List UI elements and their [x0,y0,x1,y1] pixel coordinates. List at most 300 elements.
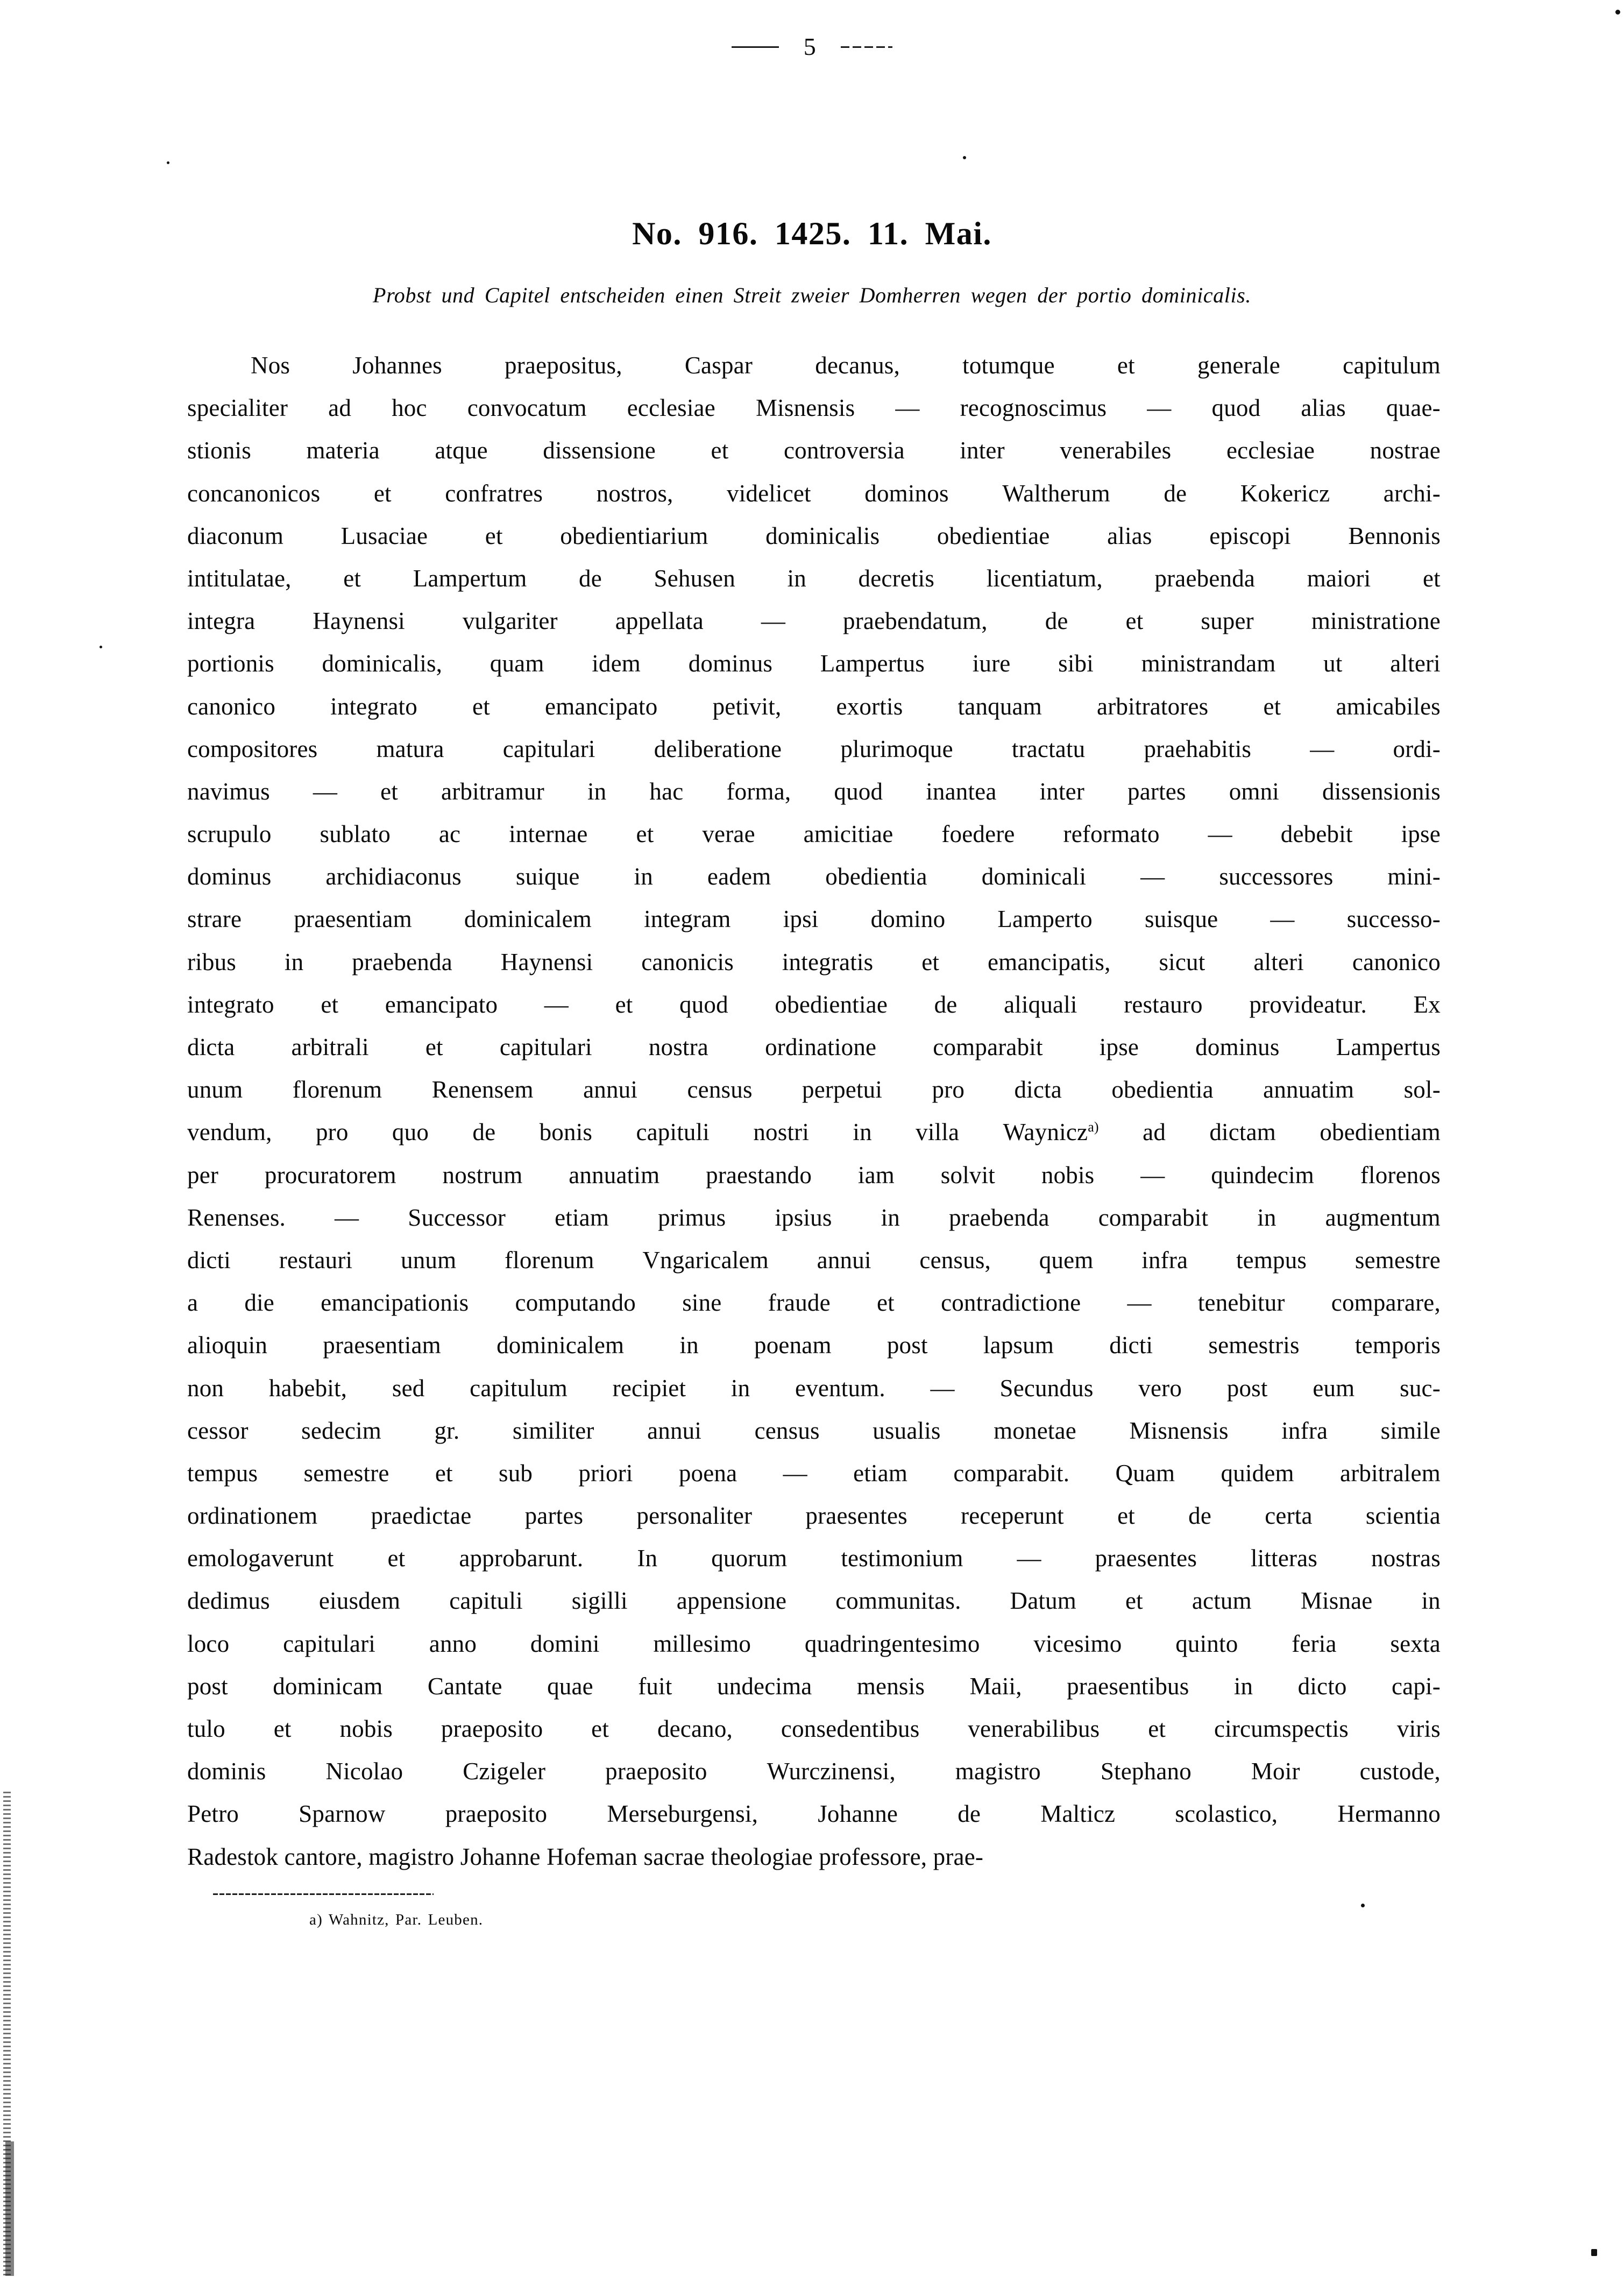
body-word: florenum [292,1076,382,1104]
body-line [187,1793,1441,1835]
body-word: exortis [836,692,903,720]
body-line [187,1367,1441,1410]
body-word: Waynicz$^{a)}$ [1003,1119,1099,1146]
body-line [187,770,1441,813]
body-word: petivit, [712,692,782,720]
body-word: matura [376,735,444,762]
body-word: census [754,1417,820,1444]
body-word: consedentibus [781,1715,920,1742]
body-word: dominus [1195,1034,1280,1060]
body-word: de [579,564,602,592]
body-word: poenam [754,1332,832,1359]
body-word: Successor [408,1204,506,1231]
body-word: nostri [753,1119,810,1146]
body-word: emancipato [545,692,658,720]
body-word: in [284,948,304,975]
body-word: solvit [940,1161,996,1189]
body-word: alteri [1253,948,1304,975]
body-word: convocatum [467,394,587,422]
body-word: Wurczinensi, [767,1758,896,1785]
body-word: sacrae [643,1843,705,1870]
body-word: sine [682,1289,722,1317]
body-word: totumque [962,352,1055,379]
body-word: etiam [853,1459,908,1487]
body-line [187,642,1441,685]
body-word: recognoscimus [960,394,1107,422]
body-word: sicut [1159,948,1205,975]
body-word: et [876,1289,895,1317]
body-line [187,557,1441,600]
body-word: archi- [1383,479,1441,507]
document-title: No. 916. 1425. 11. Mai. [632,216,992,251]
body-word: comparare, [1331,1289,1441,1317]
body-word: et [321,991,339,1018]
body-word: quod [1211,394,1261,422]
body-word: — [1140,1161,1165,1189]
scan-speck [963,156,966,159]
body-word: confratres [445,479,543,507]
body-word: et [380,777,399,805]
body-word: Stephano [1100,1758,1192,1785]
body-word: Secundus [999,1374,1094,1402]
body-word: et [485,522,503,549]
body-word: ipse [1401,821,1441,848]
body-word: Lampertus [820,650,925,677]
body-word: Lusaciae [341,522,428,549]
body-word: semestre [1354,1246,1441,1274]
body-word: appellata [615,607,704,635]
body-word: successores [1219,863,1334,890]
body-word: inter [1039,777,1085,805]
body-word: obedientiam [1320,1119,1441,1146]
body-word: atque [435,437,488,464]
body-word: dominos [864,479,949,507]
body-word: de [1045,607,1068,635]
body-word: poena [678,1459,737,1487]
body-word: Petro [187,1800,239,1828]
body-word: usualis [873,1417,941,1444]
body-word: deliberatione [654,735,782,762]
body-word: simile [1380,1417,1441,1444]
body-line [187,600,1441,642]
body-word: — [783,1459,807,1487]
body-word: magistro [368,1843,455,1870]
body-word: capitulum [1343,352,1441,379]
body-word: specialiter [187,394,288,422]
body-word: — [1140,863,1165,890]
scan-speck [1361,1904,1365,1907]
body-word: eiusdem [318,1587,401,1615]
body-word: post [1226,1374,1268,1402]
body-word: ordinatione [765,1034,877,1060]
body-word: integratis [782,948,874,975]
body-word: computando [515,1289,636,1317]
body-word: — [895,394,920,422]
body-word: suisque [1144,906,1218,933]
body-word: nostros, [596,479,673,507]
body-line [187,1495,1441,1537]
body-word: dictam [1209,1119,1276,1146]
body-word: anno [429,1630,477,1657]
body-word: successo- [1346,906,1441,933]
body-line [187,344,1441,387]
body-word: Merseburgensi, [607,1800,758,1828]
body-line [187,1623,1441,1665]
body-word: integra [187,607,256,635]
body-word: de [472,1119,496,1146]
body-word: viris [1396,1715,1441,1742]
body-word: et [1263,692,1281,720]
body-line [187,1410,1441,1452]
body-word: et [435,1459,453,1487]
body-word: In [637,1545,658,1572]
body-word: iam [857,1161,895,1189]
body-word: cantore, [284,1843,363,1870]
body-word: dominicam [273,1672,383,1700]
body-word: ecclesiae [627,394,715,422]
body-word: et [425,1034,443,1060]
body-word: post [887,1332,928,1359]
body-word: perpetui [802,1076,883,1104]
body-word: tempus [187,1459,258,1487]
body-word: ribus [187,948,236,975]
body-word: similiter [512,1417,594,1444]
body-line [187,1154,1441,1197]
body-word: decanus, [815,352,900,379]
body-word: integrato [187,991,274,1018]
body-word: quae- [1386,394,1441,422]
body-word: semestris [1208,1332,1300,1359]
scan-edge-artifact-lower [5,2141,14,2276]
body-word: florenos [1360,1161,1441,1189]
body-word: ecclesiae [1226,437,1315,464]
body-word: annui [817,1246,871,1274]
body-word: capituli [636,1119,710,1146]
rule-right-decoration [841,46,892,48]
body-word: — [1017,1545,1041,1572]
body-word: et [921,948,940,975]
body-word: sed [392,1374,425,1402]
body-word: dominicalem [464,906,592,933]
body-word: canonicis [641,948,734,975]
body-line [187,1324,1441,1367]
body-line [187,1708,1441,1750]
body-word: aliquali [1004,991,1077,1018]
body-line [187,728,1441,770]
body-word: obedientia [1111,1076,1214,1104]
body-word: Radestok [187,1843,279,1870]
body-word: — [313,777,338,805]
body-word: Johanne [818,1800,898,1828]
body-word: vendum, [187,1119,272,1146]
body-word: et [591,1715,609,1742]
body-word: mensis [856,1672,925,1700]
body-word: integrato [330,692,417,720]
body-word: eadem [707,863,771,890]
body-word: ut [1323,650,1343,677]
body-word: suc- [1400,1374,1441,1402]
body-word: Ex [1413,991,1441,1018]
body-word: praehabitis [1144,735,1252,762]
body-word: nostra [648,1034,708,1060]
body-word: praedictae [371,1502,472,1530]
body-word: fraude [768,1289,831,1317]
body-word: Johannes [352,352,442,379]
body-word: in [881,1204,900,1231]
body-word: census [687,1076,753,1104]
body-word: inter [960,437,1005,464]
body-word: habebit, [268,1374,348,1402]
body-word: emologaverunt [187,1545,334,1572]
body-word: alteri [1390,650,1441,677]
body-word: vero [1138,1374,1182,1402]
body-word: capituli [449,1587,523,1615]
body-word: unum [401,1246,457,1274]
body-word: de [1188,1502,1212,1530]
body-word: dicto [1297,1672,1347,1700]
body-word: pro [315,1119,349,1146]
body-word: Caspar [684,352,753,379]
body-line [187,941,1441,984]
body-word: Maii, [969,1672,1022,1700]
body-word: villa [916,1119,960,1146]
body-line [187,1026,1441,1069]
body-word: praebenda [949,1204,1049,1231]
body-word: quo [392,1119,429,1146]
body-word: Hermanno [1337,1800,1441,1828]
body-word: maiori [1307,564,1371,592]
rule-left-decoration [732,46,779,48]
page-number: 5 [803,33,817,60]
body-word: canonico [1352,948,1441,975]
scan-speck [167,161,169,164]
scan-speck [1615,10,1620,15]
body-word: Cantate [427,1672,502,1700]
body-word: ac [438,821,461,848]
body-word: canonico [187,692,276,720]
body-word: et [1148,1715,1166,1742]
body-word: ad [328,394,352,422]
body-word: et [273,1715,292,1742]
body-word: strare [187,906,242,933]
body-word: — [761,607,786,635]
body-word: et [1422,564,1441,592]
body-word: infra [1141,1246,1188,1274]
body-word: provideatur. [1249,991,1367,1018]
body-word: tanquam [958,692,1042,720]
body-word: et [1125,1587,1143,1615]
body-word: capitulari [502,735,595,762]
body-word: et [343,564,361,592]
body-word: in [1257,1204,1276,1231]
body-word: et [1125,607,1144,635]
body-word: Bennonis [1348,522,1441,549]
document-body [187,344,1441,1878]
body-word: — [930,1374,955,1402]
body-word: scolastico, [1175,1800,1278,1828]
body-line [187,1197,1441,1239]
body-word: et [615,991,633,1018]
body-word: venerabiles [1060,437,1172,464]
body-word: arbitratores [1097,692,1209,720]
body-word: amicabiles [1336,692,1441,720]
body-word: primus [658,1204,726,1231]
body-word: dominus [688,650,773,677]
body-word: post [187,1672,228,1700]
body-word: domini [530,1630,600,1657]
body-word: ministrandam [1141,650,1276,677]
body-word: partes [524,1502,584,1530]
body-word: super [1201,607,1254,635]
body-word: cessor [187,1417,249,1444]
body-word: arbitralem [1340,1459,1441,1487]
body-word: amicitiae [803,821,893,848]
body-word: ordi- [1393,735,1441,762]
body-word: et [1117,352,1135,379]
body-word: Nos [251,352,290,379]
body-word: ipsi [783,906,819,933]
body-word: praesentibus [1067,1672,1189,1700]
body-word: fuit [638,1672,672,1700]
body-word: dominis [187,1758,266,1785]
body-word: a [187,1289,198,1317]
body-word: tempus [1236,1246,1307,1274]
body-word: vicesimo [1033,1630,1122,1657]
body-word: Renensem [431,1076,534,1104]
body-word: arbitramur [441,777,544,805]
body-word: communitas. [835,1587,961,1615]
body-word: litteras [1251,1545,1318,1572]
body-word: controversia [783,437,905,464]
body-word: et [636,821,654,848]
body-word: forma, [726,777,791,805]
body-word: et [472,692,490,720]
body-word: capitulum [470,1374,568,1402]
body-word: praesentes [805,1502,907,1530]
body-word: foedere [941,821,1015,848]
body-word: — [544,991,569,1018]
body-word: contradictione [941,1289,1081,1317]
body-word: praepositus, [505,352,622,379]
body-word: in [853,1119,872,1146]
body-word: dissensionis [1322,777,1441,805]
body-word: dissensione [543,437,656,464]
body-word: Quam [1115,1459,1175,1487]
body-word: theologiae [711,1843,813,1870]
body-word: episcopi [1209,522,1291,549]
body-word: florenum [505,1246,594,1274]
body-word: Malticz [1040,1800,1116,1828]
body-word: etiam [555,1204,609,1231]
body-word: reformato [1063,821,1160,848]
body-word: eventum. [795,1374,885,1402]
body-word: debebit [1280,821,1353,848]
body-word: — [1208,821,1232,848]
body-word: nostras [1371,1545,1441,1572]
body-word: pro [932,1076,965,1104]
body-word: Haynensi [313,607,405,635]
body-word: venerabilibus [968,1715,1100,1742]
body-word: in [679,1332,699,1359]
document-subtitle: Probst und Capitel entscheiden einen Streit zweier Domherren wegen der portio dominicalis. [373,283,1251,307]
body-word: de [958,1800,981,1828]
body-word: actum [1192,1587,1252,1615]
body-word: domino [870,906,946,933]
body-word: Vngaricalem [642,1246,769,1274]
body-word: quindecim [1211,1161,1314,1189]
body-line [187,685,1441,728]
body-word: quae [547,1672,593,1700]
body-word: sexta [1390,1630,1441,1657]
body-word: praesentes [1095,1545,1197,1572]
body-word: concanonicos [187,479,321,507]
body-word: augmentum [1325,1204,1441,1231]
body-word: et [387,1545,406,1572]
body-word: praeposito [605,1758,707,1785]
body-word: Hofeman [547,1843,637,1870]
body-word: lapsum [983,1332,1054,1359]
body-word: alioquin [187,1332,268,1359]
body-line [187,1452,1441,1495]
body-word: Sehusen [654,564,735,592]
body-word: Datum [1010,1587,1077,1615]
body-word: quod [679,991,728,1018]
body-word: restauro [1124,991,1203,1018]
body-word: in [1421,1587,1441,1615]
body-word: semestre [303,1459,389,1487]
body-word: internae [509,821,588,848]
body-word: praeposito [445,1800,548,1828]
body-word: generale [1197,352,1280,379]
body-word: comparabit [1098,1204,1209,1231]
body-word: receperunt [961,1502,1064,1530]
footnote-separator-rule [213,1893,434,1895]
body-word: — [335,1204,359,1231]
body-word: appensione [676,1587,787,1615]
body-word: infra [1281,1417,1328,1444]
body-word: annuatim [1263,1076,1354,1104]
body-word: dominicali [981,863,1087,890]
running-head [0,28,1624,66]
body-word: sigilli [571,1587,628,1615]
body-word: quem [1039,1246,1094,1274]
body-word: sedecim [301,1417,381,1444]
body-word: omni [1229,777,1280,805]
body-word: hac [649,777,684,805]
body-word: testimonium [841,1545,963,1572]
body-word: sibi [1058,650,1094,677]
body-word: eum [1313,1374,1355,1402]
body-word: idem [592,650,641,677]
body-word: professore, [819,1843,927,1870]
body-word: Kokericz [1240,479,1330,507]
body-word: emancipationis [321,1289,469,1317]
body-word: archidiaconus [325,863,462,890]
body-word: dicta [1014,1076,1062,1104]
body-line [187,855,1441,898]
body-word: praebendatum, [843,607,988,635]
body-word: in [787,564,806,592]
body-word: — [1270,906,1295,933]
body-word: approbarunt. [459,1545,584,1572]
body-word: bonis [539,1119,593,1146]
body-word: hoc [392,394,427,422]
body-word: Johanne [460,1843,541,1870]
body-word: praebenda [1154,564,1256,592]
body-word: scientia [1365,1502,1441,1530]
body-word: dominus [187,863,272,890]
body-word: die [244,1289,274,1317]
